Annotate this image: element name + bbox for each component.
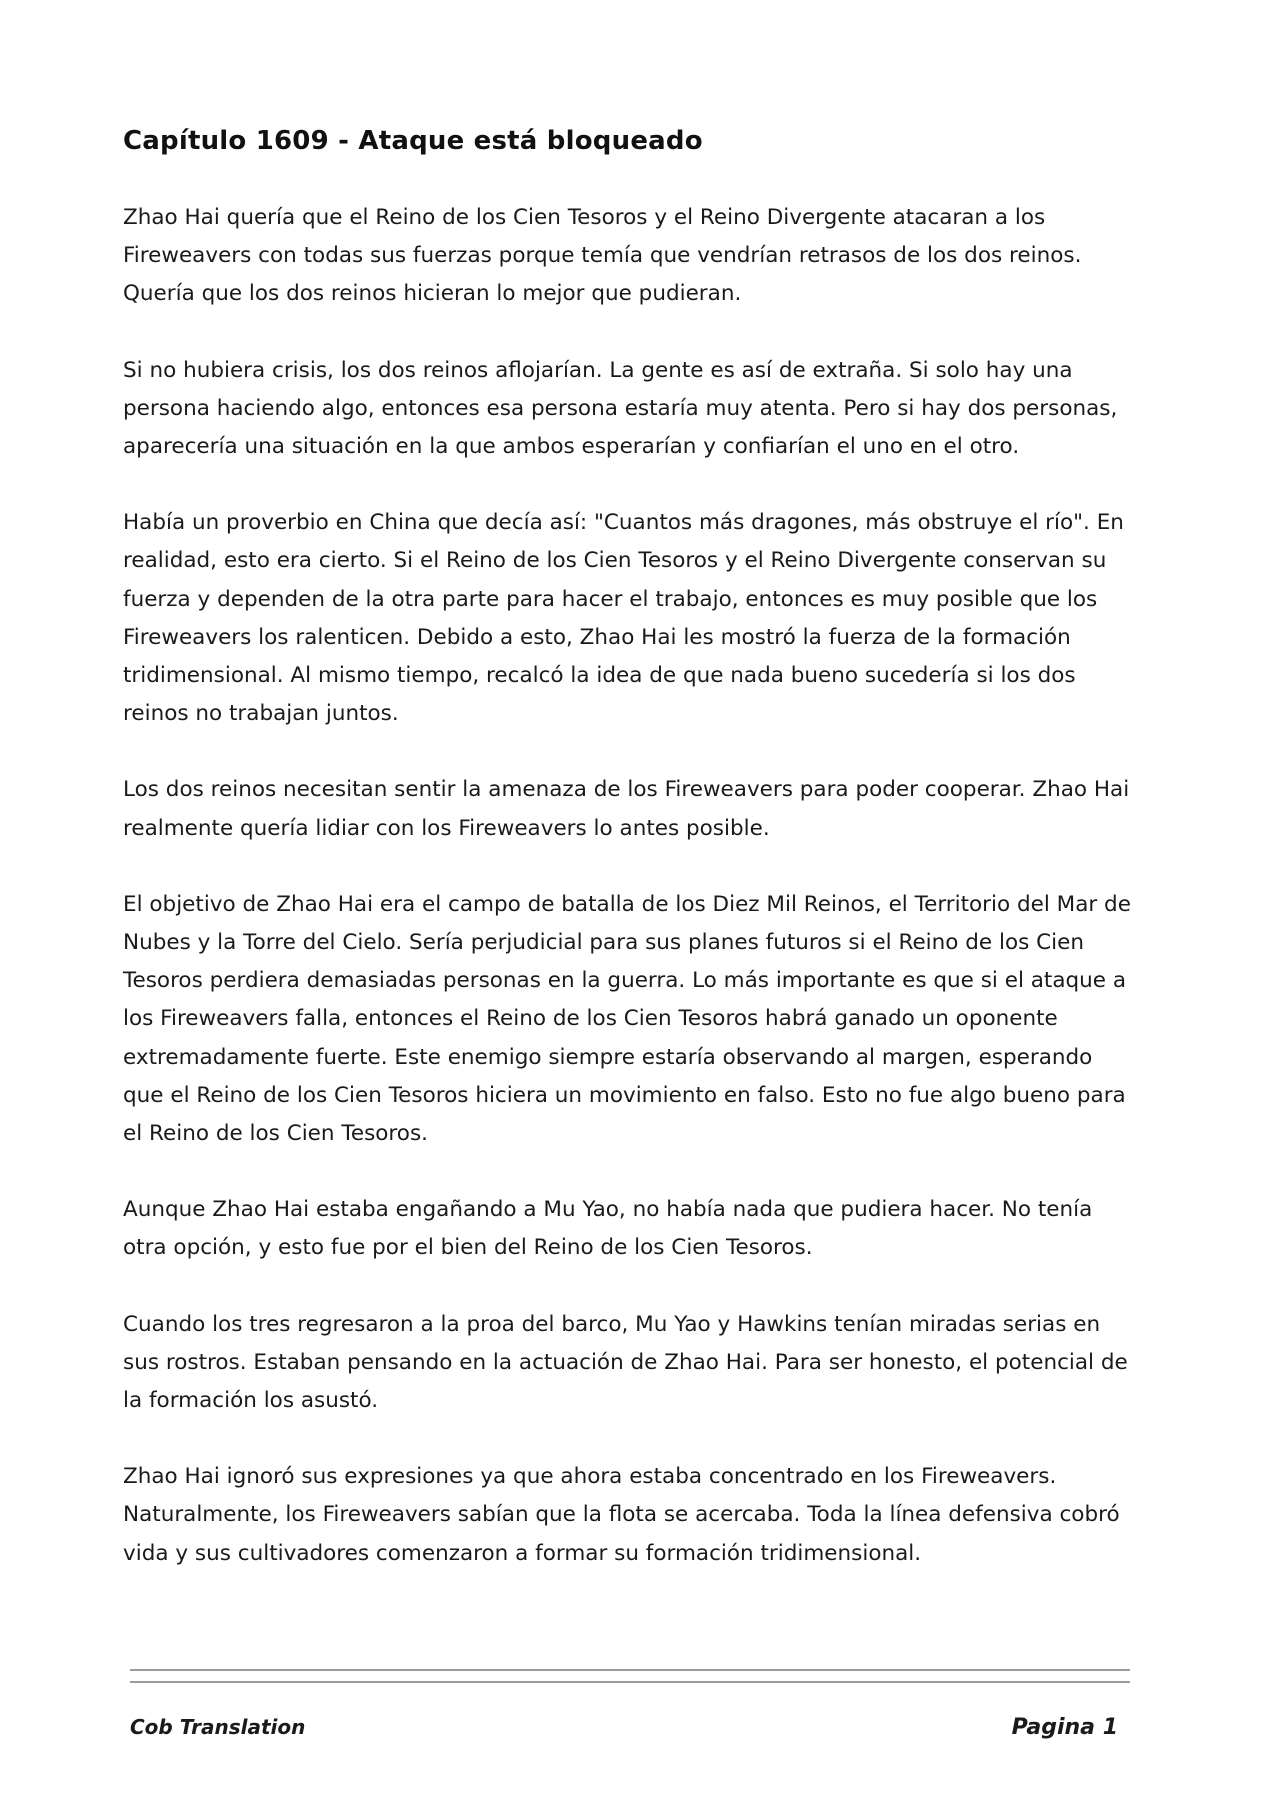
paragraph: Cuando los tres regresaron a la proa del barco, Mu Yao y Hawkins tenían miradas serias en sus rostros. Estaban pensando en la actuación de Zhao Hai. Para ser honesto, el potencial de la formación los asustó.: [123, 1311, 1128, 1414]
footer-divider: [130, 1669, 1130, 1671]
body-text: [123, 199, 1138, 1611]
chapter-title: Capítulo 1609 - Ataque está bloqueado: [123, 126, 703, 156]
paragraph: Si no hubiera crisis, los dos reinos aflojarían. La gente es así de extraña. Si solo hay una persona haciendo algo, entonces esa persona estaría muy atenta. Pero si hay dos personas, aparecería una situación en la que ambos esperarían y confiarían el uno en el otro.: [123, 357, 1118, 460]
footer-translator-credit: Cob Translation: [130, 1715, 306, 1739]
paragraph: Aunque Zhao Hai estaba engañando a Mu Yao, no había nada que pudiera hacer. No tenía otra opción, y esto fue por el bien del Reino de los Cien Tesoros.: [123, 1197, 1093, 1261]
paragraph: El objetivo de Zhao Hai era el campo de batalla de los Diez Mil Reinos, el Territorio del Mar de Nubes y la Torre del Cielo. Sería perjudicial para sus planes futuros si el Reino de los Cien Tesoros perdiera demasiadas personas en la guerra. Lo más importante es que si el ataque a los Fireweavers falla, entonces el Reino de los Cien Tesoros habrá ganado un oponente extremadamente fuerte. Este enemigo siempre estaría observando al margen, esperando que el Reino de los Cien Tesoros hiciera un movimiento en falso. Esto no fue algo bueno para el Reino de los Cien Tesoros.: [123, 891, 1131, 1147]
paragraph: Había un proverbio en China que decía así: "Cuantos más dragones, más obstruye el río". En realidad, esto era cierto. Si el Reino de los Cien Tesoros y el Reino Divergente conservan su fuerza y dependen de la otra parte para hacer el trabajo, entonces es muy posible que los Fireweavers los ralenticen. Debido a esto, Zhao Hai les mostró la fuerza de la formación tridimensional. Al mismo tiempo, recalcó la idea de que nada bueno sucedería si los dos reinos no trabajan juntos.: [123, 510, 1124, 727]
footer-divider: [130, 1681, 1130, 1683]
paragraph: Los dos reinos necesitan sentir la amenaza de los Fireweavers para poder cooperar. Zhao Hai realmente quería lidiar con los Fireweavers lo antes posible.: [123, 777, 1130, 841]
paragraph: Zhao Hai ignoró sus expresiones ya que ahora estaba concentrado en los Fireweavers. Naturalmente, los Fireweavers sabían que la flota se acercaba. Toda la línea defensiva cobró vida y sus cultivadores comenzaron a formar su formación tridimensional.: [123, 1464, 1120, 1566]
footer-page-number: Pagina 1: [1011, 1715, 1118, 1740]
paragraph: Zhao Hai quería que el Reino de los Cien Tesoros y el Reino Divergente atacaran a los Fireweavers con todas sus fuerzas porque temía que vendrían retrasos de los dos reinos. Quería que los dos reinos hicieran lo mejor que pudieran.: [123, 205, 1082, 307]
